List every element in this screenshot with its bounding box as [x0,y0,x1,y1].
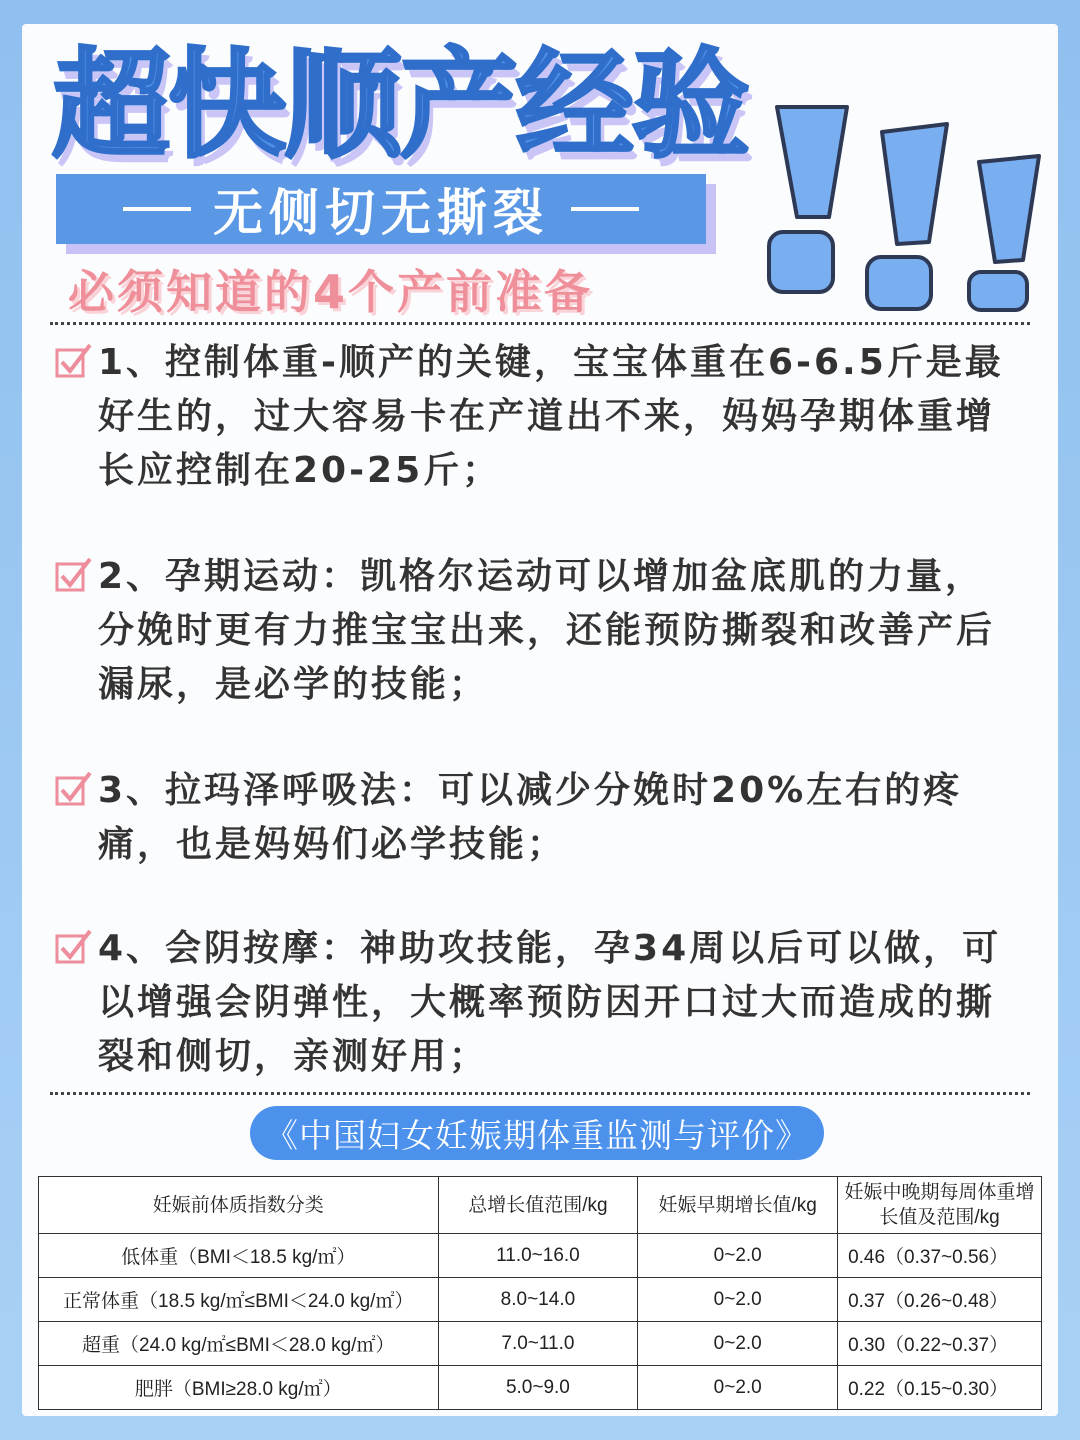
bottom-divider [50,1092,1030,1095]
item-text: 1、控制体重-顺产的关键，宝宝体重在6-6.5斤是最好生的，过大容易卡在产道出不来，妈妈孕期体重增长应控制在20-25斤； [98,342,1004,491]
list-item [54,336,1004,498]
table-cell: 0.37（0.26~0.48） [838,1278,1042,1322]
table-row [39,1278,1042,1322]
table-cell: 0~2.0 [638,1278,838,1322]
exclamation-marks-icon [747,82,1047,312]
item-text: 2、孕期运动：凯格尔运动可以增加盆底肌的力量，分娩时更有力推宝宝出来，还能预防撕裂和改善产后漏尿，是必学的技能； [98,556,996,705]
table-cell: 5.0~9.0 [438,1366,638,1410]
table-cell: 低体重（BMI＜18.5 kg/㎡） [39,1234,439,1278]
table-cell: 8.0~14.0 [438,1278,638,1322]
subtitle-text: 无侧切无撕裂 [213,184,549,242]
checkbox-icon [54,556,94,594]
table-cell: 7.0~11.0 [438,1322,638,1366]
item-text: 3、拉玛泽呼吸法：可以减少分娩时20%左右的疼痛，也是妈妈们必学技能； [98,770,963,865]
weight-table [38,1176,1042,1410]
table-row [39,1322,1042,1366]
table-row [39,1366,1042,1410]
table-cell: 0.46（0.37~0.56） [838,1234,1042,1278]
page-title: 超快顺产经验 [52,36,749,174]
checkbox-icon [54,342,94,380]
column-header: 妊娠中晚期每周体重增长值及范围/kg [838,1177,1042,1234]
list-item [54,922,1004,1084]
table-cell: 0~2.0 [638,1234,838,1278]
table-cell: 11.0~16.0 [438,1234,638,1278]
table-cell: 肥胖（BMI≥28.0 kg/㎡） [39,1366,439,1410]
checkbox-icon [54,928,94,966]
table-cell: 正常体重（18.5 kg/㎡≤BMI＜24.0 kg/㎡） [39,1278,439,1322]
list-item [54,764,1004,872]
top-divider [50,322,1030,325]
list-item [54,550,1004,712]
checkbox-icon [54,770,94,808]
table-cell: 0.22（0.15~0.30） [838,1366,1042,1410]
tagline: 必须知道的4个产前准备 [68,265,594,319]
dash-right [571,207,639,211]
column-header: 妊娠早期增长值/kg [638,1177,838,1234]
column-header: 总增长值范围/kg [438,1177,638,1234]
table-cell: 0~2.0 [638,1322,838,1366]
content-card [22,24,1058,1416]
column-header: 妊娠前体质指数分类 [39,1177,439,1234]
subtitle-banner [56,174,706,244]
table-row [39,1234,1042,1278]
dash-left [123,207,191,211]
table-header-row [39,1177,1042,1234]
table-cell: 0~2.0 [638,1366,838,1410]
table-cell: 0.30（0.22~0.37） [838,1322,1042,1366]
table-title-pill: 《中国妇女妊娠期体重监测与评价》 [250,1106,824,1160]
table-cell: 超重（24.0 kg/㎡≤BMI＜28.0 kg/㎡） [39,1322,439,1366]
item-text: 4、会阴按摩：神助攻技能，孕34周以后可以做，可以增强会阴弹性，大概率预防因开口过大而造成的撕裂和侧切，亲测好用； [98,928,1002,1077]
